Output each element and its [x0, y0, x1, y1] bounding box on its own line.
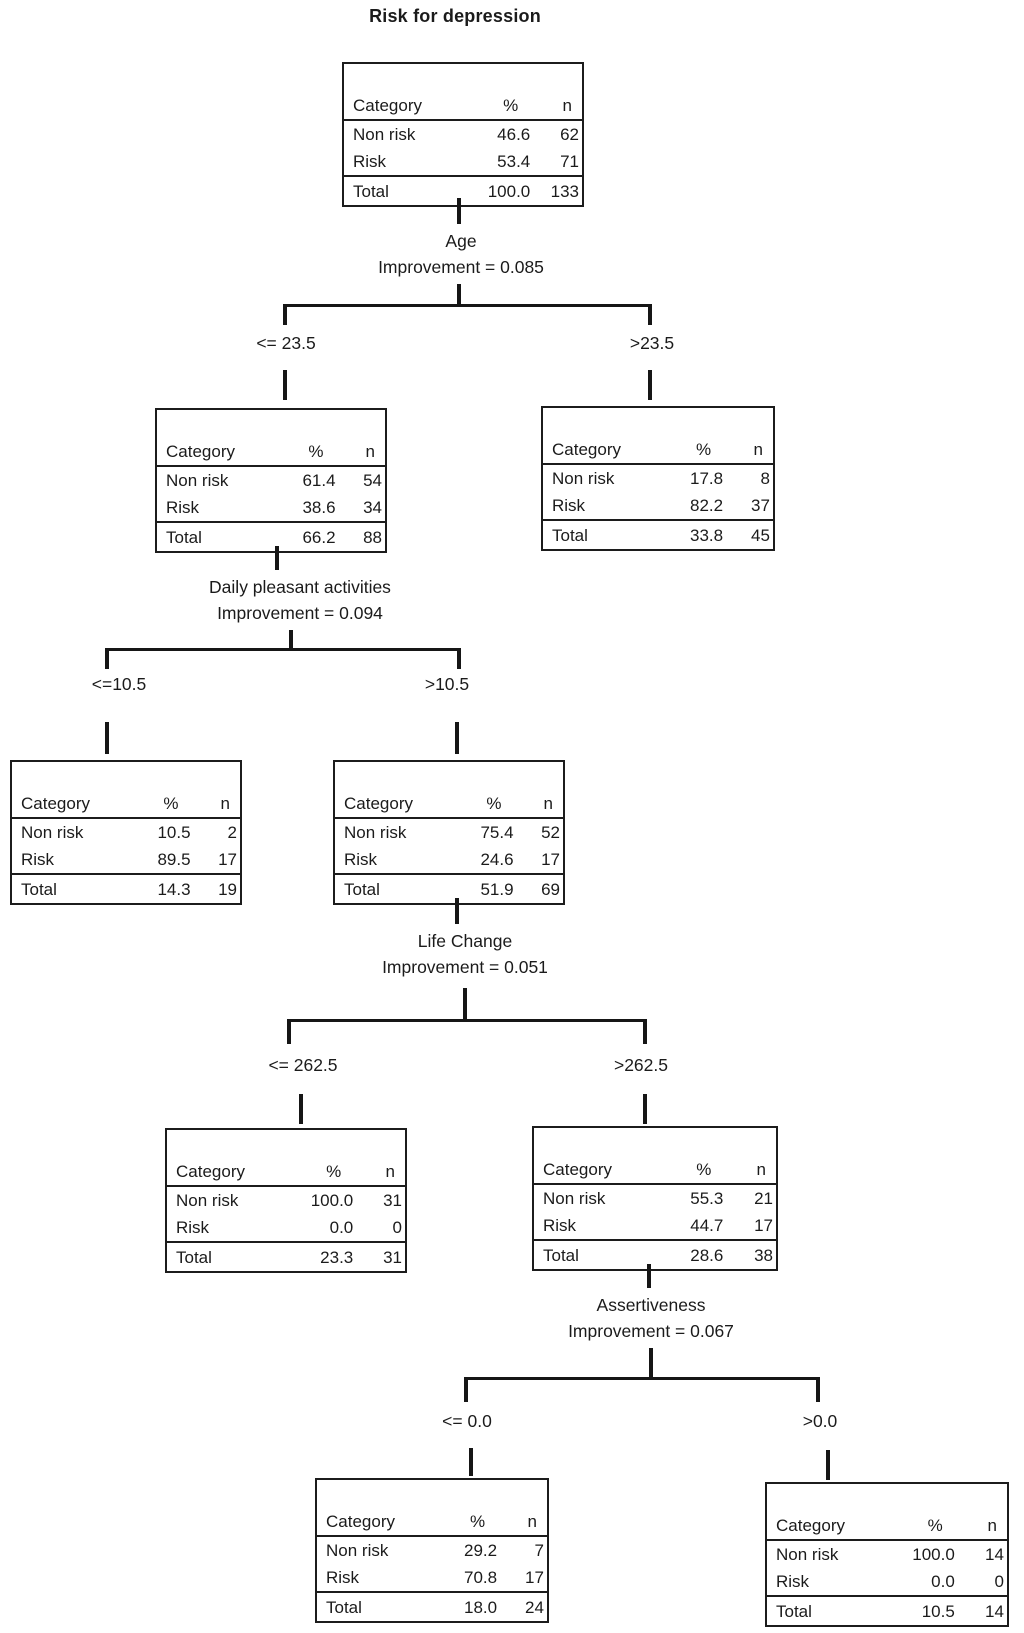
- table-row-total: [317, 1591, 547, 1621]
- edge-connector: [643, 1094, 647, 1124]
- cell-n: 17: [218, 850, 237, 869]
- cell-category: Risk: [21, 850, 55, 869]
- cell-category: Total: [344, 879, 380, 899]
- cell-category: Non risk: [166, 471, 229, 490]
- cell-pct: 33.8: [689, 525, 724, 545]
- cell-category: Risk: [776, 1572, 810, 1591]
- column-header-pct: %: [486, 794, 502, 813]
- column-header-pct: %: [927, 1516, 943, 1535]
- cell-category: Non risk: [543, 1189, 606, 1208]
- column-header-pct: %: [503, 96, 519, 115]
- edge-connector: [816, 1377, 820, 1402]
- edge-connector: [275, 546, 279, 570]
- cell-n: 7: [534, 1541, 544, 1560]
- column-header-n: n: [365, 442, 375, 461]
- table-row-total: [534, 1239, 776, 1269]
- column-header-category: Category: [353, 96, 422, 115]
- cell-n: 38: [754, 1245, 773, 1265]
- table-header-row: [344, 64, 582, 121]
- table-row-total: [335, 873, 563, 903]
- node-table-lc-le: [165, 1128, 407, 1273]
- cell-pct: 0.0: [931, 1572, 955, 1591]
- cell-pct: 51.9: [480, 879, 514, 899]
- cell-category: Total: [776, 1601, 812, 1621]
- cell-category: Total: [176, 1247, 212, 1267]
- edge-label-dpa-left: <=10.5: [91, 674, 147, 694]
- cell-pct: 10.5: [157, 823, 191, 842]
- column-header-category: Category: [21, 794, 90, 813]
- edge-connector: [463, 988, 467, 1020]
- split-variable: Life Change: [417, 931, 513, 951]
- cell-pct: 55.3: [690, 1189, 724, 1208]
- cell-n: 17: [541, 850, 560, 869]
- column-header-category: Category: [776, 1516, 845, 1535]
- cell-n: 8: [760, 469, 770, 488]
- node-table-dpa-le: [10, 760, 242, 905]
- cell-category: Total: [552, 525, 588, 545]
- column-header-n: n: [562, 96, 572, 115]
- cell-n: 52: [541, 823, 560, 842]
- table-row-non-risk: [534, 1185, 776, 1212]
- edge-label-lc-left: <= 262.5: [268, 1055, 338, 1075]
- edge-connector: [826, 1450, 830, 1480]
- table-header-row: [317, 1480, 547, 1537]
- edge-connector: [455, 722, 459, 754]
- table-row-risk: [12, 846, 240, 873]
- edge-connector: [283, 370, 287, 400]
- edge-label-dpa-right: >10.5: [424, 674, 470, 694]
- table-header-row: [335, 762, 563, 819]
- table-row-total: [167, 1241, 405, 1271]
- edge-connector: [289, 630, 293, 650]
- cell-category: Non risk: [176, 1191, 239, 1210]
- node-table-assert-le: [315, 1478, 549, 1623]
- cell-pct: 44.7: [690, 1216, 724, 1235]
- cell-pct: 100.0: [310, 1191, 354, 1210]
- cell-n: 133: [550, 181, 579, 201]
- column-header-n: n: [987, 1516, 997, 1535]
- table-row-non-risk: [12, 819, 240, 846]
- cell-n: 21: [754, 1189, 773, 1208]
- cell-n: 62: [560, 125, 579, 144]
- cell-pct: 29.2: [463, 1541, 498, 1560]
- cell-n: 69: [541, 879, 560, 899]
- edge-connector: [105, 648, 109, 669]
- table-row-risk: [767, 1568, 1007, 1595]
- edge-label-assert-right: >0.0: [802, 1411, 838, 1431]
- column-header-n: n: [527, 1512, 537, 1531]
- edge-connector: [647, 1264, 651, 1288]
- cell-category: Risk: [326, 1568, 360, 1587]
- cell-category: Risk: [166, 498, 200, 517]
- table-row-risk: [335, 846, 563, 873]
- cell-pct: 82.2: [689, 496, 724, 515]
- table-row-total: [157, 521, 385, 551]
- cell-category: Risk: [176, 1218, 210, 1237]
- cell-category: Non risk: [353, 125, 416, 144]
- node-table-lc-gt: [532, 1126, 778, 1271]
- cell-n: 37: [751, 496, 770, 515]
- edge-connector: [648, 304, 652, 325]
- edge-connector: [464, 1377, 468, 1402]
- split-improvement: Improvement = 0.094: [217, 603, 383, 623]
- column-header-pct: %: [326, 1162, 342, 1181]
- cell-pct: 53.4: [497, 152, 531, 171]
- table-row-total: [12, 873, 240, 903]
- cell-n: 17: [525, 1568, 544, 1587]
- edge-connector: [455, 898, 459, 924]
- cell-n: 31: [383, 1191, 402, 1210]
- cell-pct: 70.8: [463, 1568, 498, 1587]
- split-assertiveness: [501, 1292, 801, 1344]
- column-header-n: n: [220, 794, 230, 813]
- cell-n: 0: [994, 1572, 1004, 1591]
- cell-n: 88: [363, 527, 382, 547]
- split-variable: Age: [445, 231, 477, 251]
- split-variable: Assertiveness: [596, 1295, 706, 1315]
- column-header-pct: %: [163, 794, 179, 813]
- cell-pct: 28.6: [690, 1245, 724, 1265]
- column-header-category: Category: [344, 794, 413, 813]
- cell-category: Risk: [344, 850, 378, 869]
- table-header-row: [157, 410, 385, 467]
- edge-label-lc-right: >262.5: [613, 1055, 668, 1075]
- cell-category: Risk: [543, 1216, 577, 1235]
- cell-pct: 75.4: [480, 823, 514, 842]
- edge-connector: [283, 304, 287, 325]
- split-age: [311, 228, 611, 280]
- cell-n: 45: [751, 525, 770, 545]
- split-life-change: [315, 928, 615, 980]
- table-row-non-risk: [335, 819, 563, 846]
- split-improvement: Improvement = 0.051: [382, 957, 548, 977]
- column-header-pct: %: [308, 442, 324, 461]
- table-row-risk: [543, 492, 773, 519]
- cell-n: 0: [392, 1218, 402, 1237]
- node-table-assert-gt: [765, 1482, 1009, 1627]
- edge-label-assert-left: <= 0.0: [442, 1411, 492, 1431]
- column-header-n: n: [756, 1160, 766, 1179]
- cell-pct: 89.5: [157, 850, 191, 869]
- column-header-pct: %: [469, 1512, 486, 1531]
- table-row-risk: [317, 1564, 547, 1591]
- table-row-non-risk: [543, 465, 773, 492]
- table-row-non-risk: [344, 121, 582, 148]
- column-header-category: Category: [176, 1162, 245, 1181]
- table-row-non-risk: [157, 467, 385, 494]
- table-header-row: [12, 762, 240, 819]
- edge-connector: [287, 1019, 291, 1044]
- cell-pct: 46.6: [497, 125, 531, 144]
- split-variable: Daily pleasant activities: [209, 577, 391, 597]
- cell-n: 2: [227, 823, 237, 842]
- cell-category: Total: [166, 527, 202, 547]
- cell-n: 24: [525, 1597, 544, 1617]
- edge-connector: [469, 1448, 473, 1476]
- cell-category: Total: [543, 1245, 579, 1265]
- cell-category: Non risk: [552, 469, 615, 488]
- cell-pct: 0.0: [329, 1218, 354, 1237]
- edge-connector: [289, 1019, 646, 1022]
- table-row-total: [767, 1595, 1007, 1625]
- tree-title: Risk for depression: [369, 6, 541, 26]
- edge-connector: [457, 284, 461, 306]
- node-table-root: [342, 62, 584, 207]
- cell-pct: 24.6: [480, 850, 514, 869]
- cell-pct: 38.6: [302, 498, 336, 517]
- split-improvement: Improvement = 0.067: [568, 1321, 734, 1341]
- cell-pct: 61.4: [302, 471, 336, 490]
- column-header-category: Category: [326, 1512, 395, 1531]
- table-row-risk: [157, 494, 385, 521]
- column-header-n: n: [543, 794, 553, 813]
- cell-category: Total: [326, 1597, 362, 1617]
- edge-connector: [466, 1377, 819, 1380]
- column-header-pct: %: [695, 440, 712, 459]
- column-header-category: Category: [166, 442, 235, 461]
- node-table-age-le: [155, 408, 387, 553]
- split-improvement: Improvement = 0.085: [378, 257, 544, 277]
- cell-pct: 18.0: [463, 1597, 498, 1617]
- cell-pct: 10.5: [921, 1601, 955, 1621]
- table-row-total: [344, 175, 582, 205]
- edge-connector: [648, 370, 652, 400]
- table-header-row: [543, 408, 773, 465]
- edge-connector: [299, 1094, 303, 1124]
- column-header-category: Category: [552, 440, 621, 459]
- table-row-non-risk: [767, 1541, 1007, 1568]
- cell-n: 19: [218, 879, 237, 899]
- table-row-non-risk: [167, 1187, 405, 1214]
- column-header-category: Category: [543, 1160, 612, 1179]
- cell-category: Risk: [353, 152, 387, 171]
- cell-n: 54: [363, 471, 382, 490]
- edge-connector: [643, 1019, 647, 1044]
- table-row-risk: [167, 1214, 405, 1241]
- cell-n: 71: [560, 152, 579, 171]
- cell-pct: 100.0: [912, 1545, 955, 1564]
- table-header-row: [167, 1130, 405, 1187]
- table-row-non-risk: [317, 1537, 547, 1564]
- cell-n: 34: [363, 498, 382, 517]
- cell-pct: 17.8: [689, 469, 724, 488]
- node-table-dpa-gt: [333, 760, 565, 905]
- cell-category: Risk: [552, 496, 586, 515]
- cell-pct: 100.0: [487, 181, 531, 201]
- cell-n: 14: [985, 1601, 1004, 1621]
- cell-pct: 14.3: [157, 879, 191, 899]
- cell-n: 31: [383, 1247, 402, 1267]
- table-row-risk: [534, 1212, 776, 1239]
- cell-category: Non risk: [326, 1541, 389, 1560]
- edge-connector: [107, 648, 461, 651]
- table-row-risk: [344, 148, 582, 175]
- table-header-row: [534, 1128, 776, 1185]
- cell-pct: 23.3: [320, 1247, 354, 1267]
- edge-connector: [457, 198, 461, 224]
- edge-label-age-right: >23.5: [629, 333, 675, 353]
- cell-n: 17: [754, 1216, 773, 1235]
- cell-category: Total: [21, 879, 57, 899]
- cell-category: Total: [353, 181, 389, 201]
- split-daily-pleasant-activities: [150, 574, 450, 626]
- table-row-total: [543, 519, 773, 549]
- edge-connector: [457, 648, 461, 669]
- cell-pct: 66.2: [302, 527, 336, 547]
- table-header-row: [767, 1484, 1007, 1541]
- cell-n: 14: [985, 1545, 1004, 1564]
- cell-category: Non risk: [344, 823, 407, 842]
- column-header-pct: %: [696, 1160, 712, 1179]
- edge-label-age-left: <= 23.5: [256, 333, 316, 353]
- edge-connector: [105, 722, 109, 754]
- column-header-n: n: [385, 1162, 395, 1181]
- edge-connector: [649, 1348, 653, 1378]
- edge-connector: [285, 304, 652, 307]
- node-table-age-gt: [541, 406, 775, 551]
- cell-category: Non risk: [776, 1545, 839, 1564]
- column-header-n: n: [753, 440, 763, 459]
- cell-category: Non risk: [21, 823, 84, 842]
